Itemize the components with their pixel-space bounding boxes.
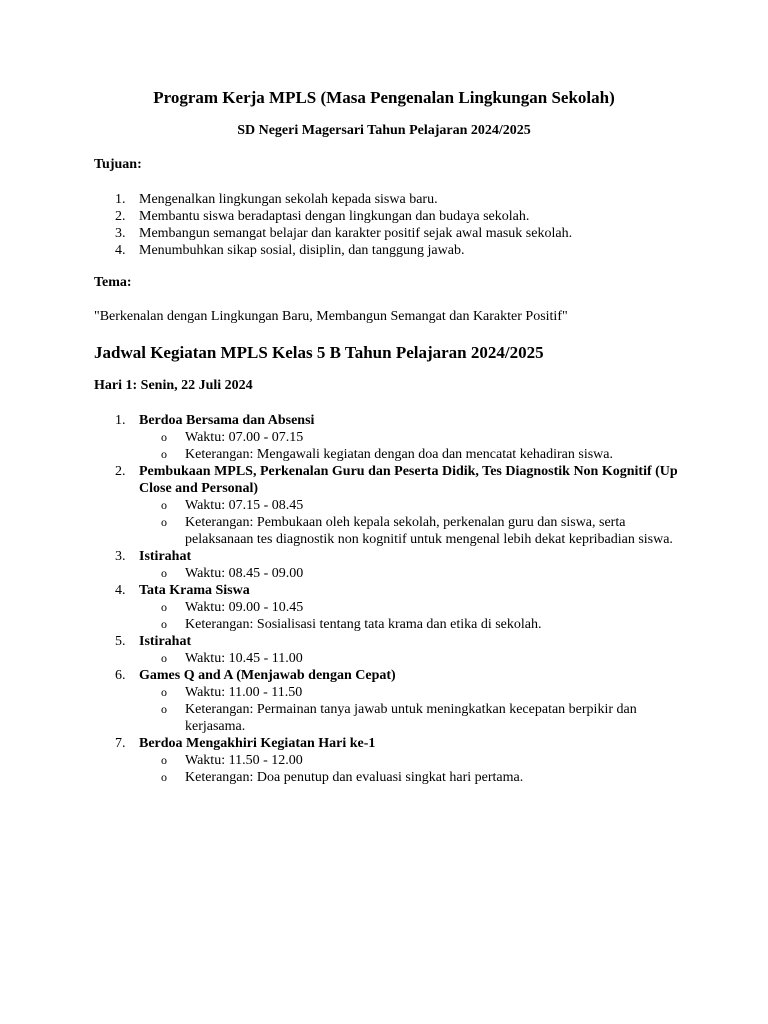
circle-bullet-icon: o (161, 753, 167, 767)
tujuan-item (94, 242, 572, 259)
activity-detail-item (139, 565, 694, 582)
activity-detail-item (139, 497, 694, 514)
activity-detail-item (139, 701, 694, 735)
tujuan-number: 2. (115, 209, 126, 224)
activity-details (139, 752, 694, 786)
activity-detail-item (139, 684, 694, 701)
circle-bullet-icon: o (161, 600, 167, 614)
activity-number: 4. (115, 583, 126, 598)
circle-bullet-icon: o (161, 566, 167, 580)
activity-title: Tata Krama Siswa (139, 583, 250, 598)
activity-item (94, 463, 694, 548)
document-subtitle: SD Negeri Magersari Tahun Pelajaran 2024/2025 (237, 123, 531, 138)
circle-bullet-icon: o (161, 447, 167, 461)
activity-item (94, 667, 694, 735)
tujuan-number: 1. (115, 192, 126, 207)
tema-text: "Berkenalan dengan Lingkungan Baru, Membangun Semangat dan Karakter Positif" (94, 309, 568, 324)
activity-number: 2. (115, 464, 126, 479)
activity-detail-item (139, 650, 694, 667)
activity-title: Pembukaan MPLS, Perkenalan Guru dan Peserta Didik, Tes Diagnostik Non Kognitif (Up Close and Personal) (139, 464, 678, 496)
activity-title: Berdoa Mengakhiri Kegiatan Hari ke-1 (139, 736, 376, 751)
document-title: Program Kerja MPLS (Masa Pengenalan Lingkungan Sekolah) (153, 88, 615, 107)
tujuan-number: 3. (115, 226, 126, 241)
activity-detail-text: Waktu: 11.50 - 12.00 (185, 753, 303, 768)
activity-detail-item (139, 514, 694, 548)
activity-details (139, 565, 694, 582)
activity-title: Istirahat (139, 549, 192, 564)
tema-heading: Tema: (94, 275, 132, 290)
tujuan-text: Membantu siswa beradaptasi dengan lingkungan dan budaya sekolah. (139, 209, 530, 224)
activity-detail-text: Waktu: 11.00 - 11.50 (185, 685, 303, 700)
activity-details (139, 497, 694, 548)
activity-number: 1. (115, 413, 126, 428)
activity-detail-item (139, 446, 694, 463)
tujuan-text: Membangun semangat belajar dan karakter positif sejak awal masuk sekolah. (139, 226, 573, 241)
activity-number: 3. (115, 549, 126, 564)
activity-details (139, 650, 694, 667)
circle-bullet-icon: o (161, 651, 167, 665)
activity-detail-item (139, 752, 694, 769)
activity-title: Games Q and A (Menjawab dengan Cepat) (139, 668, 396, 683)
activity-detail-text: Keterangan: Pembukaan oleh kepala sekolah, perkenalan guru dan siswa, serta pelaksanaan tes diagnostik non kognitif untuk mengenal lebih dekat kepribadian siswa. (185, 515, 673, 547)
activity-number: 7. (115, 736, 126, 751)
circle-bullet-icon: o (161, 702, 167, 716)
activity-list (94, 412, 694, 786)
circle-bullet-icon: o (161, 685, 167, 699)
activity-details (139, 429, 694, 463)
day-heading: Hari 1: Senin, 22 Juli 2024 (94, 378, 253, 393)
activity-title: Istirahat (139, 634, 192, 649)
activity-item (94, 582, 694, 633)
activity-item (94, 633, 694, 667)
activity-item (94, 548, 694, 582)
circle-bullet-icon: o (161, 770, 167, 784)
activity-detail-text: Waktu: 07.00 - 07.15 (185, 430, 304, 445)
activity-detail-text: Waktu: 09.00 - 10.45 (185, 600, 304, 615)
activity-details (139, 684, 694, 735)
activity-number: 5. (115, 634, 126, 649)
activity-detail-item (139, 599, 694, 616)
tujuan-text: Mengenalkan lingkungan sekolah kepada siswa baru. (139, 192, 438, 207)
schedule-title: Jadwal Kegiatan MPLS Kelas 5 B Tahun Pelajaran 2024/2025 (94, 343, 544, 362)
activity-detail-text: Keterangan: Sosialisasi tentang tata krama dan etika di sekolah. (185, 617, 542, 632)
activity-detail-text: Waktu: 07.15 - 08.45 (185, 498, 304, 513)
circle-bullet-icon: o (161, 430, 167, 444)
activity-details (139, 599, 694, 633)
activity-detail-text: Keterangan: Mengawali kegiatan dengan doa dan mencatat kehadiran siswa. (185, 447, 613, 462)
activity-detail-item (139, 616, 694, 633)
tujuan-heading: Tujuan: (94, 157, 142, 172)
activity-title: Berdoa Bersama dan Absensi (139, 413, 315, 428)
activity-detail-text: Waktu: 08.45 - 09.00 (185, 566, 304, 581)
activity-detail-text: Keterangan: Doa penutup dan evaluasi singkat hari pertama. (185, 770, 524, 785)
activity-detail-text: Keterangan: Permainan tanya jawab untuk meningkatkan kecepatan berpikir dan kerjasama. (185, 702, 637, 734)
activity-detail-item (139, 429, 694, 446)
activity-item (94, 735, 694, 786)
activity-item (94, 412, 694, 463)
tujuan-item (94, 208, 572, 225)
circle-bullet-icon: o (161, 498, 167, 512)
tujuan-number: 4. (115, 243, 126, 258)
activity-number: 6. (115, 668, 126, 683)
tujuan-item (94, 225, 572, 242)
tujuan-item (94, 191, 572, 208)
circle-bullet-icon: o (161, 617, 167, 631)
tujuan-text: Menumbuhkan sikap sosial, disiplin, dan tanggung jawab. (139, 243, 465, 258)
circle-bullet-icon: o (161, 515, 167, 529)
activity-detail-text: Waktu: 10.45 - 11.00 (185, 651, 303, 666)
tujuan-list (94, 191, 572, 259)
activity-detail-item (139, 769, 694, 786)
